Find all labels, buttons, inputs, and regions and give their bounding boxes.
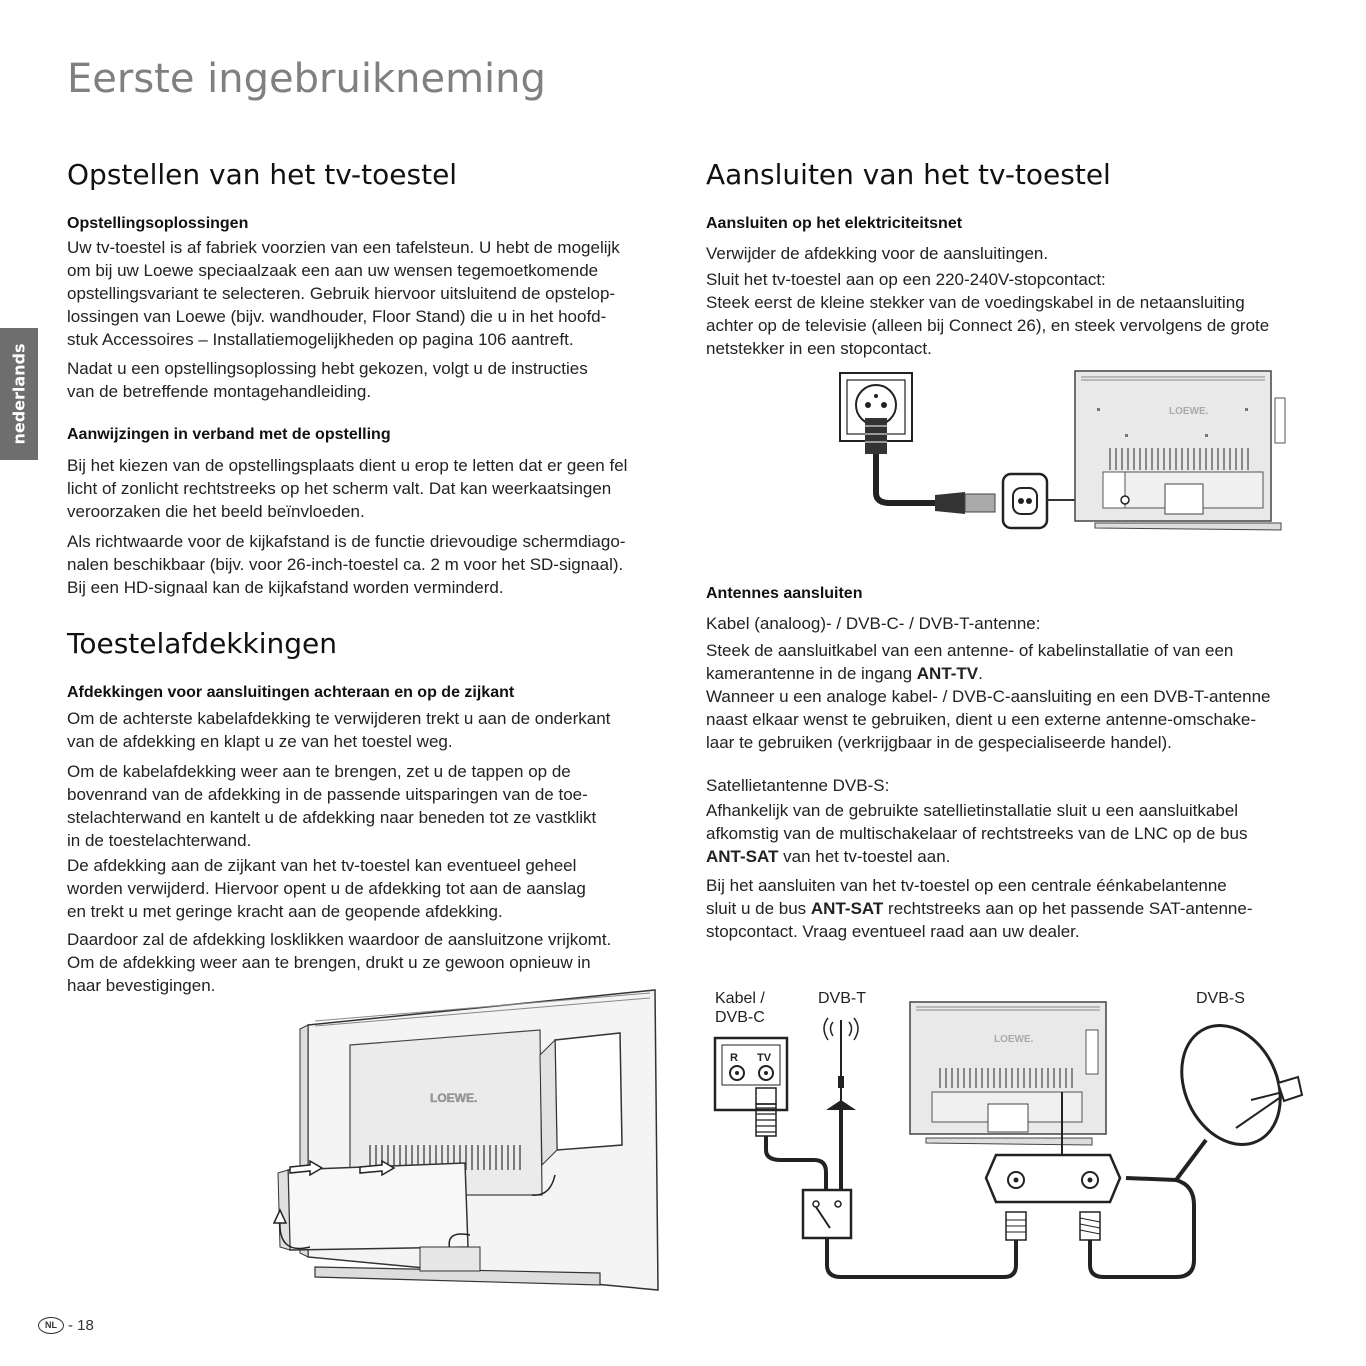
paragraph-plug-order bbox=[706, 291, 1304, 360]
text-line: afkomstig van de multischakelaar of rechtstreeks van de LNC op de bus bbox=[706, 824, 1248, 843]
paragraph-sat-connect bbox=[706, 799, 1304, 868]
text-line: Om de afdekking weer aan te brengen, drukt u ze gewoon opnieuw in bbox=[67, 953, 591, 972]
paragraph-reattach-cover bbox=[67, 760, 665, 852]
text-span: rechtstreeks aan op het passende SAT-antenne- bbox=[883, 899, 1253, 918]
text-span: sluit u de bus bbox=[706, 899, 811, 918]
page-number: - 18 bbox=[68, 1317, 94, 1334]
label-dvbt: DVB-T bbox=[818, 990, 866, 1007]
text-line: Afhankelijk van de gebruikte satellietinstallatie sluit u een aansluitkabel bbox=[706, 801, 1239, 820]
text-line: Om de kabelafdekking weer aan te brengen, zet u de tappen op de bbox=[67, 762, 571, 781]
ant-tv-label: ANT-TV bbox=[916, 664, 979, 683]
text-line: bovenrand van de afdekking in de passende uitsparingen van de toe- bbox=[67, 785, 588, 804]
ant-sat-label: ANT-SAT bbox=[706, 847, 779, 866]
text-line: stelachterwand en kantelt u de afdekking naar beneden tot ze vastklikt bbox=[67, 808, 597, 827]
text-line: Uw tv-toestel is af fabriek voorzien van een tafelsteun. U hebt de mogelijk bbox=[67, 238, 620, 257]
text-line: Wanneer u een analoge kabel- / DVB-C-aansluiting en een DVB-T-antenne bbox=[706, 687, 1271, 706]
text-line: naast elkaar wenst te gebruiken, dient u een externe antenne-omschake- bbox=[706, 710, 1257, 729]
text-span: kamerantenne in de ingang bbox=[706, 664, 917, 683]
paragraph-connect-mains: Sluit het tv-toestel aan op een 220-240V-stopcontact: bbox=[706, 270, 1106, 289]
antenna-switch-box bbox=[803, 1190, 851, 1238]
subheading-setup-notes: Aanwijzingen in verband met de opstelling bbox=[67, 426, 391, 443]
ant-sat-label: ANT-SAT bbox=[810, 899, 884, 918]
text-line: Steek eerst de kleine stekker van de voedingskabel in de netaansluiting bbox=[706, 293, 1245, 312]
section-heading-connect: Aansluiten van het tv-toestel bbox=[706, 158, 1111, 191]
text-line: stopcontact. Vraag eventueel raad aan uw dealer. bbox=[706, 922, 1080, 941]
antenna-connection-diagram bbox=[706, 980, 1306, 1290]
text-line: stuk Accessoires – Installatiemogelijkheden op pagina 106 aantreft. bbox=[67, 330, 574, 349]
text-line: en trekt u met geringe kracht aan de geopende afdekking. bbox=[67, 902, 503, 921]
page-title: Eerste ingebruikneming bbox=[67, 56, 546, 102]
text-line: in de toestelachterwand. bbox=[67, 831, 252, 850]
subheading-setup-solutions: Opstellingsoplossingen bbox=[67, 215, 249, 232]
page-footer bbox=[38, 1317, 94, 1334]
language-side-tab bbox=[0, 328, 38, 460]
text-line: van de afdekking en klapt u ze van het toestel weg. bbox=[67, 732, 453, 751]
text-line bbox=[706, 662, 1304, 685]
text-line: Bij een HD-signaal kan de kijkafstand worden verminderd. bbox=[67, 578, 504, 597]
text-line: Steek de aansluitkabel van een antenne- of kabelinstallatie of van een bbox=[706, 641, 1234, 660]
text-line: om bij uw Loewe speciaalzaak een aan uw wensen tegemoetkomende bbox=[67, 261, 599, 280]
text-line bbox=[706, 845, 1304, 868]
label-dvbc: DVB-C bbox=[715, 1009, 765, 1026]
subheading-antennas: Antennes aansluiten bbox=[706, 585, 863, 602]
tv-logo-text: LOEWE. bbox=[430, 1091, 478, 1105]
subheading-mains: Aansluiten op het elektriciteitsnet bbox=[706, 215, 963, 232]
socket-tv-label: TV bbox=[757, 1052, 772, 1064]
section-heading-setup: Opstellen van het tv-toestel bbox=[67, 158, 458, 191]
text-line: Om de achterste kabelafdekking te verwijderen trekt u aan de onderkant bbox=[67, 709, 611, 728]
text-line: De afdekking aan de zijkant van het tv-toestel kan eventueel geheel bbox=[67, 856, 577, 875]
paragraph-after-choice bbox=[67, 357, 665, 403]
paragraph-single-cable bbox=[706, 874, 1304, 943]
text-line: laar te gebruiken (verkrijgbaar in de gespecialiseerde handel). bbox=[706, 733, 1172, 752]
tv-rear-illustration bbox=[910, 1002, 1106, 1145]
text-line: worden verwijderd. Hiervoor opent u de afdekking tot aan de aanslag bbox=[67, 879, 586, 898]
paragraph-antenna-types: Kabel (analoog)- / DVB-C- / DVB-T-antenne: bbox=[706, 614, 1041, 633]
paragraph-viewing-distance bbox=[67, 530, 665, 599]
text-line: nalen beschikbaar (bijv. voor 26-inch-toestel ca. 2 m voor het SD-signaal). bbox=[67, 555, 624, 574]
text-line: licht of zonlicht rechtstreeks op het scherm valt. Dat kan weerkaatsingen bbox=[67, 479, 612, 498]
text-line: Daardoor zal de afdekking losklikken waardoor de aansluitzone vrijkomt. bbox=[67, 930, 612, 949]
text-line: Nadat u een opstellingsoplossing hebt gekozen, volgt u de instructies bbox=[67, 359, 588, 378]
socket-r-label: R bbox=[730, 1052, 738, 1064]
connector-panel bbox=[986, 1155, 1120, 1202]
text-line: opstellingsvariant te selecteren. Gebruik hiervoor uitsluitend de opstelop- bbox=[67, 284, 616, 303]
text-line: achter op de televisie (alleen bij Connect 26), en steek vervolgens de grote bbox=[706, 316, 1270, 335]
section-heading-covers: Toestelafdekkingen bbox=[67, 627, 337, 660]
satellite-dish-icon bbox=[1163, 1009, 1302, 1160]
paragraph-remove-cover bbox=[67, 707, 665, 753]
subheading-covers: Afdekkingen voor aansluitingen achteraan en op de zijkant bbox=[67, 684, 515, 701]
label-dvbs: DVB-S bbox=[1196, 990, 1245, 1007]
text-line: Bij het aansluiten van het tv-toestel op een centrale éénkabelantenne bbox=[706, 876, 1227, 895]
language-tab-label: nederlands bbox=[9, 343, 29, 445]
dvbt-antenna-icon bbox=[824, 1018, 858, 1110]
text-line: lossingen van Loewe (bijv. wandhouder, Floor Stand) die u in het hoofd- bbox=[67, 307, 607, 326]
paragraph-light-notes bbox=[67, 454, 665, 523]
text-line: haar bevestigingen. bbox=[67, 976, 216, 995]
text-line: Als richtwaarde voor de kijkafstand is de functie drievoudige schermdiago- bbox=[67, 532, 626, 551]
paragraph-ant-tv bbox=[706, 639, 1304, 754]
text-line: van de betreffende montagehandleiding. bbox=[67, 382, 372, 401]
power-connection-illustration bbox=[835, 368, 1295, 538]
language-badge: NL bbox=[38, 1317, 64, 1334]
text-span: . bbox=[978, 664, 983, 683]
tv-logo-text: LOEWE. bbox=[1169, 406, 1209, 417]
label-kabel: Kabel / bbox=[715, 990, 765, 1007]
paragraph-sat-title: Satellietantenne DVB-S: bbox=[706, 776, 890, 795]
text-line: veroorzaken die het beeld beïnvloeden. bbox=[67, 502, 365, 521]
text-span: van het tv-toestel aan. bbox=[778, 847, 951, 866]
paragraph-setup-solutions bbox=[67, 236, 665, 351]
text-line: Bij het kiezen van de opstellingsplaats dient u erop te letten dat er geen fel bbox=[67, 456, 628, 475]
paragraph-side-cover bbox=[67, 854, 665, 923]
tv-logo-text: LOEWE. bbox=[994, 1034, 1034, 1045]
text-line bbox=[706, 897, 1304, 920]
tv-rear-cover-illustration bbox=[270, 985, 665, 1305]
text-line: netstekker in een stopcontact. bbox=[706, 339, 932, 358]
paragraph-remove-cover-ports: Verwijder de afdekking voor de aansluitingen. bbox=[706, 244, 1049, 263]
